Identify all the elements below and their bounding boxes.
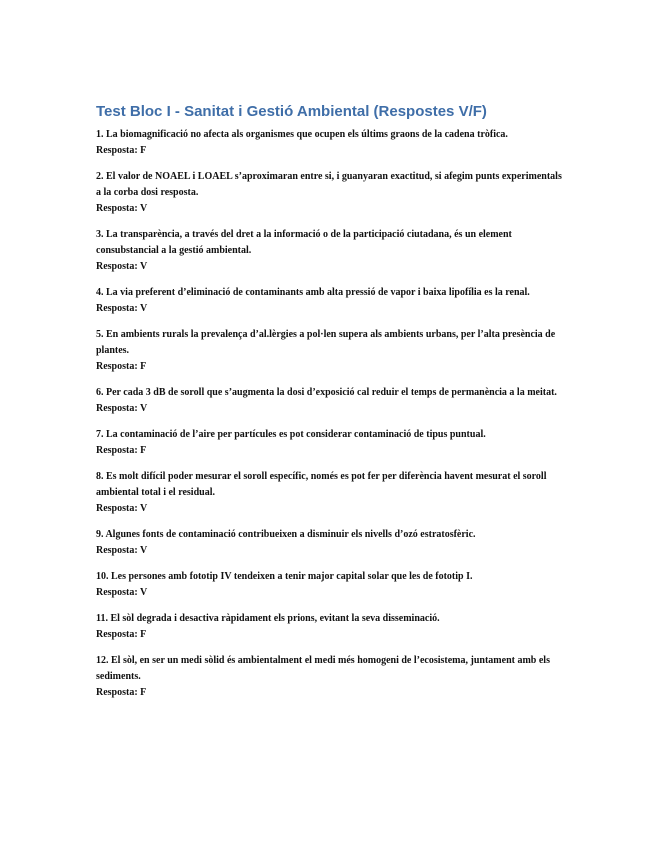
question-answer: Resposta: V	[96, 503, 148, 514]
question-item	[96, 527, 566, 559]
question-answer: Resposta: F	[96, 687, 147, 698]
question-text: 2. El valor de NOAEL i LOAEL s’aproximaran entre si, i guanyaran exactitud, si afegim punts experimentals a la corba dosi resposta.	[96, 171, 562, 198]
question-answer: Resposta: V	[96, 545, 148, 556]
document-content	[96, 103, 566, 711]
question-text: 4. La via preferent d’eliminació de contaminants amb alta pressió de vapor i baixa lipofília es la renal.	[96, 287, 530, 298]
question-text: 8. Es molt difícil poder mesurar el soroll específic, només es pot fer per diferència havent mesurat el soroll ambiental total i el residual.	[96, 471, 547, 498]
question-answer: Resposta: F	[96, 445, 147, 456]
question-item	[96, 127, 566, 159]
question-text: 7. La contaminació de l’aire per partícules es pot considerar contaminació de tipus puntual.	[96, 429, 486, 440]
question-item	[96, 569, 566, 601]
question-item	[96, 611, 566, 643]
question-answer: Resposta: V	[96, 403, 148, 414]
question-item	[96, 169, 566, 217]
question-text: 6. Per cada 3 dB de soroll que s’augmenta la dosi d’exposició cal reduir el temps de permanència a la meitat.	[96, 387, 557, 398]
question-item	[96, 285, 566, 317]
question-answer: Resposta: F	[96, 361, 147, 372]
question-text: 11. El sòl degrada i desactiva ràpidament els prions, evitant la seva disseminació.	[96, 613, 440, 624]
question-item	[96, 385, 566, 417]
question-text: 3. La transparència, a través del dret a la informació o de la participació ciutadana, és un element consubstancial a la gestió ambiental.	[96, 229, 512, 256]
question-answer: Resposta: F	[96, 145, 147, 156]
question-text: 12. El sòl, en ser un medi sòlid és ambientalment el medi més homogeni de l’ecosistema, juntament amb els sediments.	[96, 655, 550, 682]
question-answer: Resposta: V	[96, 261, 148, 272]
document-title: Test Bloc I - Sanitat i Gestió Ambiental (Respostes V/F)	[96, 103, 487, 120]
question-answer: Resposta: V	[96, 587, 148, 598]
question-item	[96, 227, 566, 275]
question-answer: Resposta: V	[96, 203, 148, 214]
question-item	[96, 427, 566, 459]
question-text: 1. La biomagnificació no afecta als organismes que ocupen els últims graons de la cadena tròfica.	[96, 129, 508, 140]
question-answer: Resposta: F	[96, 629, 147, 640]
question-answer: Resposta: V	[96, 303, 148, 314]
question-text: 5. En ambients rurals la prevalença d’al.lèrgies a pol·len supera als ambients urbans, per l’alta presència de plantes.	[96, 329, 556, 356]
question-text: 10. Les persones amb fototip IV tendeixen a tenir major capital solar que les de fototip I.	[96, 571, 473, 582]
question-item	[96, 327, 566, 375]
question-text: 9. Algunes fonts de contaminació contribueixen a disminuir els nivells d’ozó estratosfèric.	[96, 529, 476, 540]
question-item	[96, 653, 566, 701]
question-item	[96, 469, 566, 517]
